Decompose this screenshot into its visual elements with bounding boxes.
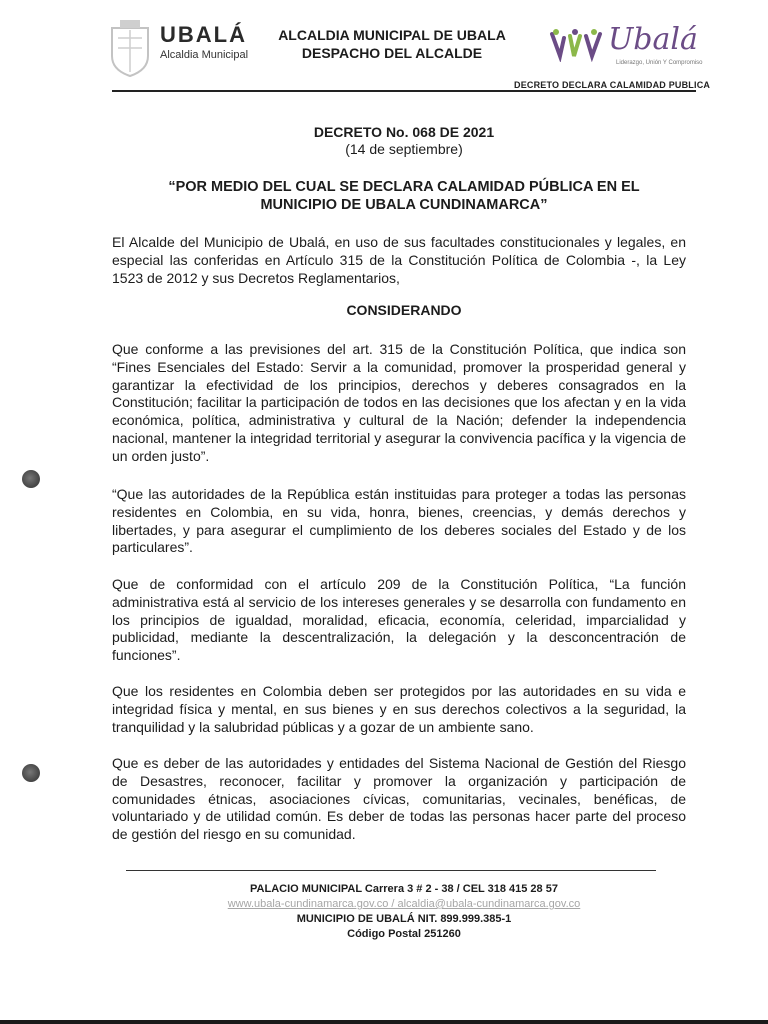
- scan-edge: [0, 1020, 768, 1024]
- office-heading: [262, 26, 522, 62]
- paragraph-3: Que de conformidad con el artículo 209 de la Constitución Política, “La función administrativa está al servicio de los intereses generales y se desarrolla con fundamento en los principios de igualdad, moralidad, eficacia, economía, celeridad, imparcialidad y publicidad, mediante la descentralización, la delegación y la desconcentración de funciones”.: [112, 576, 686, 664]
- footer-nit: MUNICIPIO DE UBALÁ NIT. 899.999.385-1: [296, 913, 512, 925]
- paragraph-1: Que conforme a las previsiones del art. 315 de la Constitución Política, que indica son “Fines Esenciales del Estado: Servir a la comunidad, promover la prosperidad general y garantizar la efectividad de los principios, derechos y deberes consagrados en la Constitución; facilitar la participación de todos en las decisiones que los afectan y en la vida económica, política, administrativa y cultural de la Nación; defender la independencia nacional, mantener la integridad territorial y asegurar la convivencia pacífica y la vigencia de un orden justo”.: [112, 341, 686, 464]
- subject-line-2: MUNICIPIO DE UBALA CUNDINAMARCA”: [260, 197, 548, 213]
- footer-divider: [126, 870, 656, 871]
- footer-web-link[interactable]: www.ubala-cundinamarca.gov.co / alcaldia@ubala-cundinamarca.gov.co: [227, 898, 581, 910]
- logo-script-text: Ubalá: [608, 22, 698, 57]
- punch-hole: [22, 470, 40, 488]
- brand-subtitle: Alcaldia Municipal: [160, 49, 249, 61]
- footer-postal: Código Postal 251260: [347, 928, 461, 940]
- subject-line-1: “POR MEDIO DEL CUAL SE DECLARA CALAMIDAD PÚBLICA EN EL: [168, 179, 640, 195]
- office-line-1: ALCALDIA MUNICIPAL DE UBALA: [278, 27, 506, 43]
- header-divider: [112, 90, 696, 92]
- paragraph-2: “Que las autoridades de la República están instituidas para proteger a todas las personas residentes en Colombia, en su vida, honra, bienes, creencias, y demás derechos y libertades, y para asegurar el cumplimiento de los deberes sociales del Estado y de los particulares”.: [112, 486, 686, 556]
- municipal-brand: [160, 22, 248, 61]
- intro-paragraph: El Alcalde del Municipio de Ubalá, en uso de sus facultades constitucionales y legales, en especial las conferidas en Artículo 315 de la Constitución Política de Colombia -, la Ley 1523 de 2012 y sus Decretos Reglamentarios,: [112, 234, 686, 286]
- footer-address: PALACIO MUNICIPAL Carrera 3 # 2 - 38 / CEL 318 415 28 57: [250, 883, 558, 895]
- logo-tagline: Liderazgo, Unión Y Compromiso: [616, 60, 703, 66]
- municipal-crest-icon: [108, 18, 152, 78]
- paragraph-5: Que es deber de las autoridades y entidades del Sistema Nacional de Gestión del Riesgo de Desastres, reconocer, facilitar y promover la organización y participación de comunidades étnicas, asociaciones cívicas, comunitarias, vecinales, benéficas, de voluntariado y de utilidad común. Es deber de todas las personas hacer parte del proceso de gestión del riesgo en su comunidad.: [112, 755, 686, 843]
- decree-date: (14 de septiembre): [345, 141, 463, 157]
- people-figures-icon: [548, 28, 610, 62]
- header-reference: DECRETO DECLARA CALAMIDAD PUBLICA: [514, 80, 711, 90]
- footer: [112, 882, 696, 942]
- punch-hole: [22, 764, 40, 782]
- paragraph-4: Que los residentes en Colombia deben ser protegidos por las autoridades en su vida e integridad física y mental, en sus bienes y en sus derechos colectivos a la seguridad, la tranquilidad y la salubridad públicas y a gozar de un ambiente sano.: [112, 683, 686, 735]
- office-line-2: DESPACHO DEL ALCALDE: [301, 45, 483, 61]
- ubala-logo: [548, 22, 703, 72]
- decree-number: DECRETO No. 068 DE 2021: [313, 124, 495, 140]
- decree-subject: [112, 178, 696, 214]
- decree-title: [112, 124, 696, 158]
- considerando-heading: CONSIDERANDO: [346, 302, 462, 318]
- brand-name: UBALÁ: [160, 22, 247, 47]
